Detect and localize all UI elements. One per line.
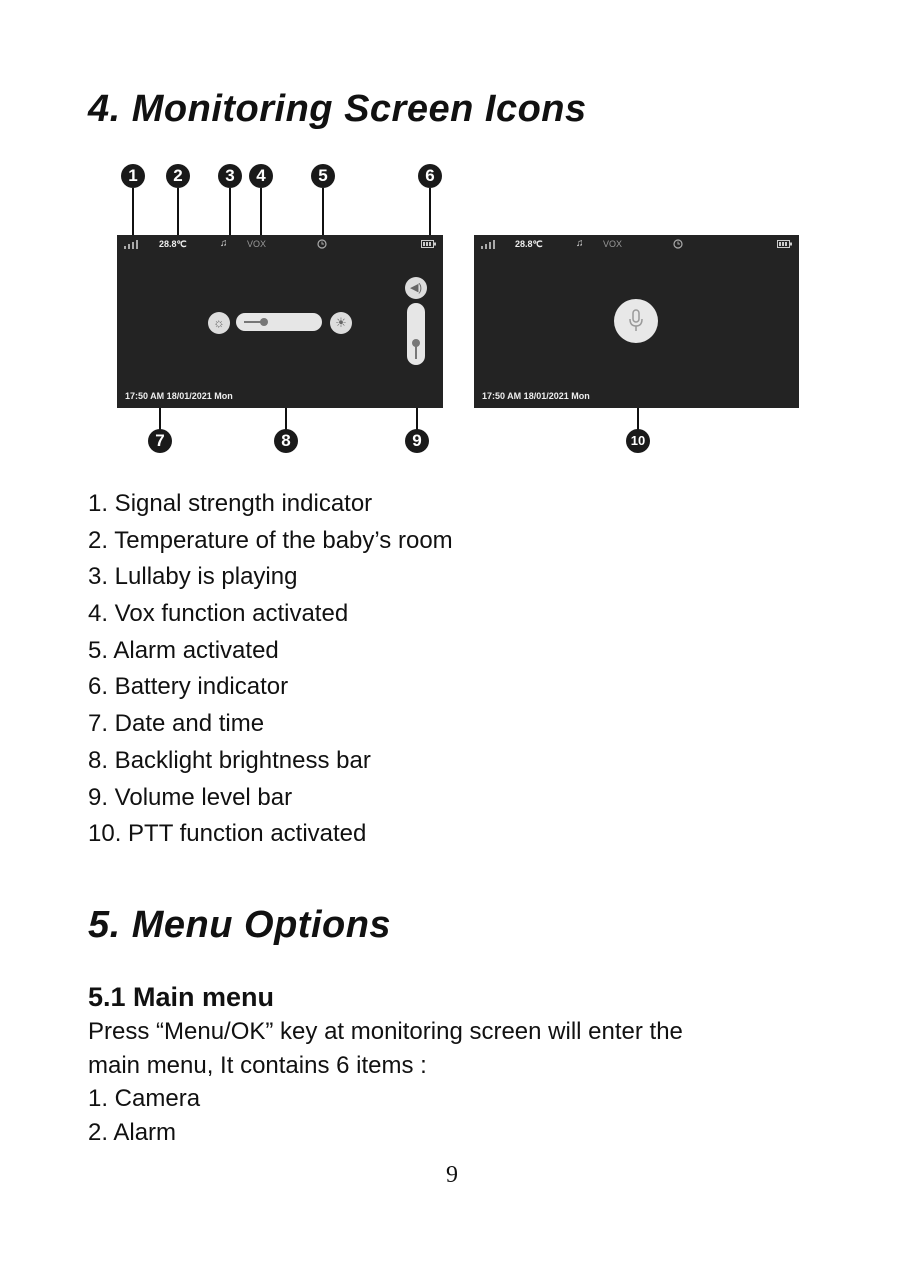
callout-8: 8: [274, 429, 298, 453]
list-item: 8. Backlight brightness bar: [88, 746, 371, 774]
date-time-readout: 17:50 AM 18/01/2021 Mon: [482, 391, 590, 401]
list-item: 3. Lullaby is playing: [88, 563, 298, 591]
speaker-icon[interactable]: ◀): [405, 277, 427, 299]
list-item: 9. Volume level bar: [88, 783, 293, 811]
date-time-readout: 17:50 AM 18/01/2021 Mon: [125, 391, 233, 401]
brightness-low-icon[interactable]: ☼: [208, 312, 230, 334]
vox-indicator: VOX: [603, 239, 623, 249]
leader-line-1: [132, 188, 134, 238]
list-item: 10. PTT function activated: [88, 820, 367, 848]
volume-slider[interactable]: [407, 303, 425, 365]
callout-9: 9: [405, 429, 429, 453]
list-item: 2. Alarm: [88, 1119, 177, 1146]
callout-4: 4: [249, 164, 273, 188]
main-menu-items: [88, 1082, 200, 1150]
section-title-monitoring-icons: 4. Monitoring Screen Icons: [88, 88, 587, 130]
leader-line-2: [177, 188, 179, 238]
callout-2: 2: [166, 164, 190, 188]
list-item: 4. Vox function activated: [88, 600, 349, 628]
microphone-icon: [628, 309, 644, 333]
music-note-icon: ♫: [220, 238, 228, 249]
list-item: 1. Signal strength indicator: [88, 490, 373, 517]
page-number: 9: [446, 1162, 458, 1188]
callout-1: 1: [121, 164, 145, 188]
list-item: 2. Temperature of the baby’s room: [88, 526, 453, 554]
callout-6: 6: [418, 164, 442, 188]
alarm-clock-icon: [317, 239, 327, 249]
callout-3: 3: [218, 164, 242, 188]
ptt-microphone-button[interactable]: [614, 299, 658, 343]
brightness-slider[interactable]: [236, 313, 322, 331]
battery-icon: [777, 240, 792, 248]
leader-line-4: [260, 188, 262, 238]
monitoring-icons-legend: [88, 486, 453, 853]
volume-slider-handle[interactable]: [412, 339, 420, 347]
temperature-reading: 28.8℃: [159, 239, 187, 249]
list-item: 7. Date and time: [88, 710, 265, 738]
intro-line-1: Press “Menu/OK” key at monitoring screen will enter the: [88, 1018, 683, 1045]
callout-7: 7: [148, 429, 172, 453]
brightness-slider-handle[interactable]: [260, 318, 268, 326]
list-item: 1. Camera: [88, 1085, 201, 1112]
leader-line-3: [229, 188, 231, 238]
section-title-menu-options: 5. Menu Options: [88, 904, 392, 946]
signal-icon: [481, 239, 497, 249]
list-item: 5. Alarm activated: [88, 636, 279, 664]
alarm-clock-icon: [673, 239, 683, 249]
intro-line-2: main menu, It contains 6 items :: [88, 1052, 427, 1079]
vox-indicator: VOX: [247, 239, 267, 249]
subsection-title-main-menu: 5.1 Main menu: [88, 982, 275, 1012]
temperature-reading: 28.8℃: [515, 239, 543, 249]
leader-line-6: [429, 188, 431, 238]
leader-line-5: [322, 188, 324, 238]
monitor-screen-ptt: [474, 235, 799, 408]
callout-10: 10: [626, 429, 650, 453]
list-item: 6. Battery indicator: [88, 673, 289, 701]
battery-icon: [421, 240, 436, 248]
monitor-screen-controls: [117, 235, 443, 408]
callout-5: 5: [311, 164, 335, 188]
signal-icon: [124, 239, 140, 249]
music-note-icon: ♫: [576, 238, 584, 249]
brightness-high-icon[interactable]: ☀: [330, 312, 352, 334]
